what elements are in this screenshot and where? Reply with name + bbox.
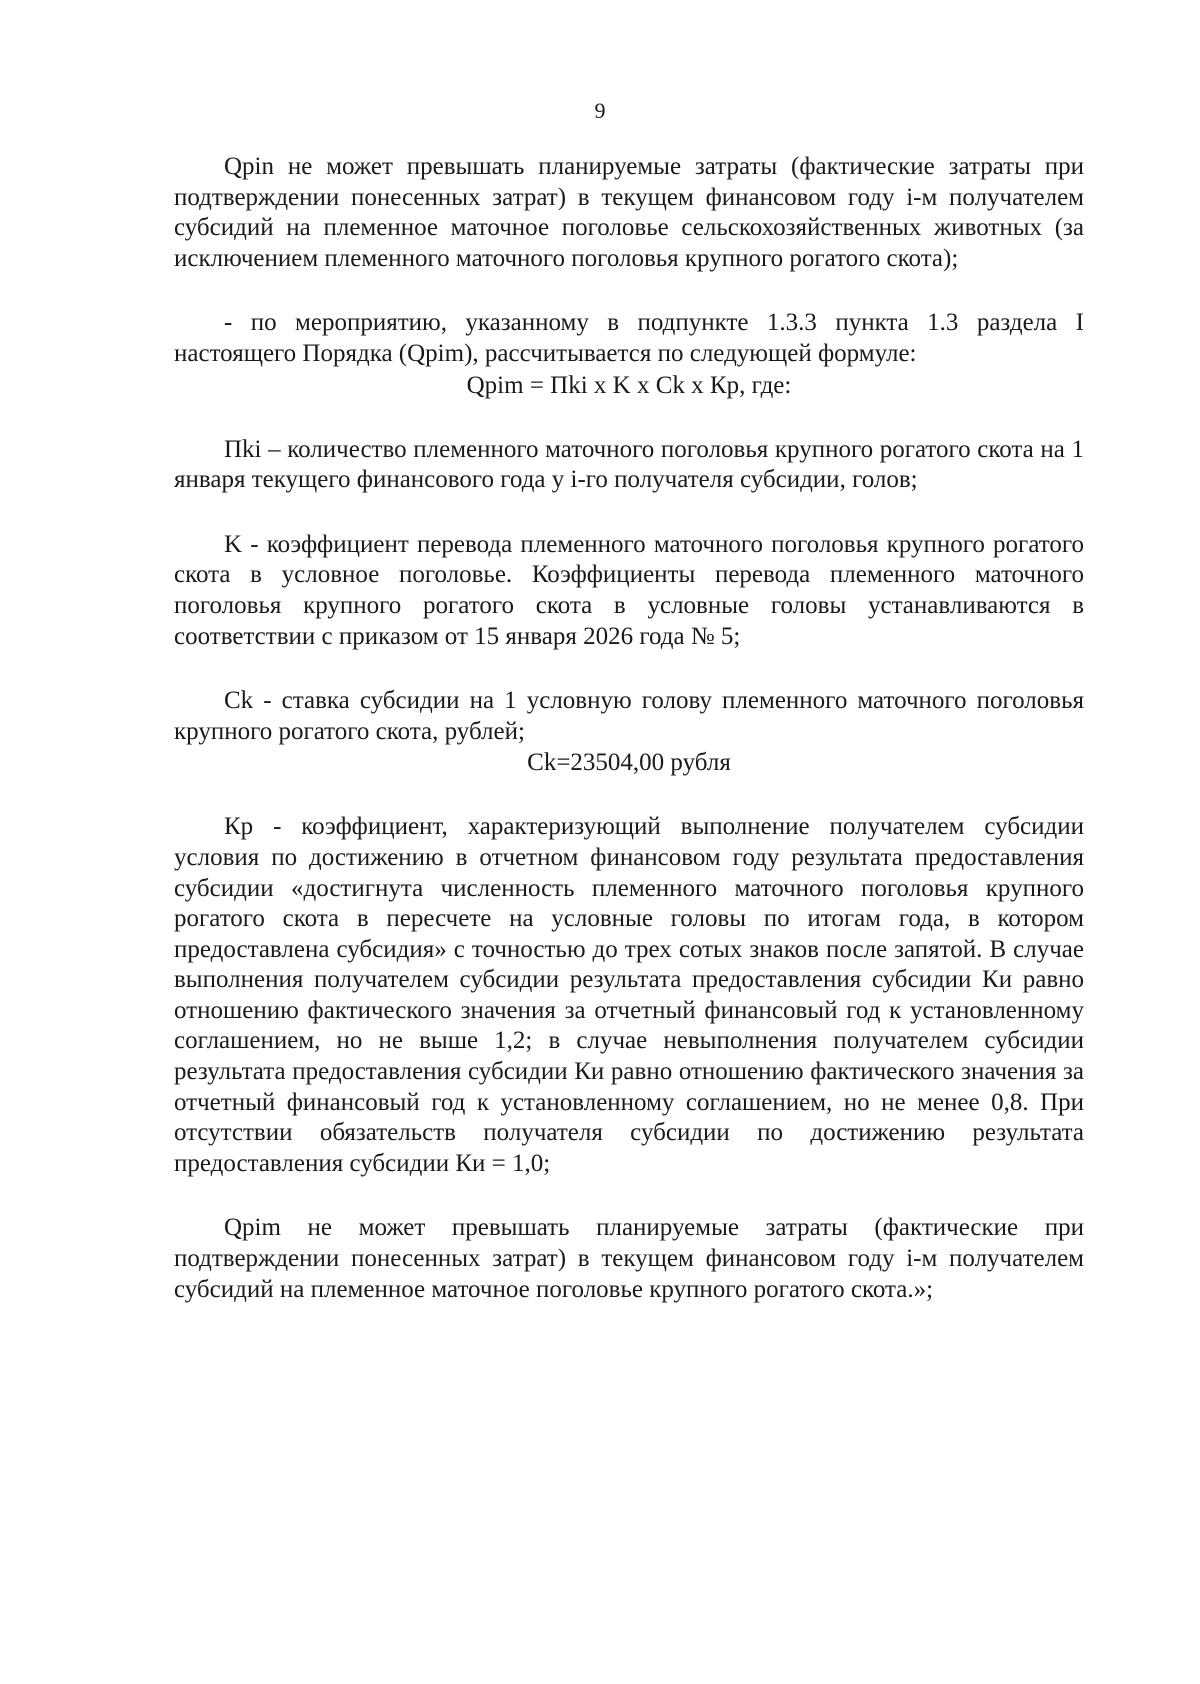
formula-ck-value: Ck=23504,00 рубля bbox=[527, 749, 731, 777]
formula-qpim: Qpim = Пki x K x Ck x Кр, где: bbox=[466, 371, 792, 399]
document-body bbox=[174, 152, 1084, 1305]
paragraph-qpim-limit: Qpim не может превышать планируемые затраты (фактические при подтверждении понесенных затрат) в текущем финансовом году i-м получателем субсидий на племенное маточное поголовье крупного рогатого скота.»; bbox=[174, 1214, 1084, 1303]
paragraph-pki-definition: Пki – количество племенного маточного поголовья крупного рогатого скота на 1 января текущего финансового года у i-го получателя субсидии, голов; bbox=[174, 435, 1084, 494]
paragraph-k-definition: K - коэффициент перевода племенного маточного поголовья крупного рогатого скота в условное поголовье. Коэффициенты перевода племенного маточного поголовья крупного рогатого скота в условные головы устанавливаются в соответствии с приказом от 15 января 2026 года № 5; bbox=[174, 530, 1084, 650]
paragraph-qpin-limit: Qpin не может превышать планируемые затраты (фактические затраты при подтверждении понесенных затрат) в текущем финансовом году i-м получателем субсидий на племенное маточное поголовье сельскохозяйственных животных (за исключением племенного маточного поголовья крупного рогатого скота); bbox=[174, 153, 1084, 272]
paragraph-qpim-intro: - по мероприятию, указанному в подпункте 1.3.3 пункта 1.3 раздела I настоящего Порядка (Qpim), рассчитывается по следующей формуле: bbox=[174, 309, 1084, 367]
paragraph-ck-definition: Ck - ставка субсидии на 1 условную голову племенного маточного поголовья крупного рогатого скота, рублей; bbox=[174, 687, 1084, 745]
page-number: 9 bbox=[594, 98, 606, 123]
paragraph-kp-definition: Кр - коэффициент, характеризующий выполнение получателем субсидии условия по достижению в отчетном финансовом году результата предоставления субсидии «достигнута численность племенного маточного поголовья крупного рогатого скота в пересчете на условные головы по итогам года, в котором предоставлена субсидия» с точностью до трех сотых знаков после запятой. В случае выполнения получателем субсидии результата предоставления субсидии Ки равно отношению фактического значения за отчетный финансовый год к установленному соглашением, но не выше 1,2; в случае невыполнения получателем субсидии результата предоставления субсидии Ки равно отношению фактического значения за отчетный финансовый год к установленному соглашением, но не менее 0,8. При отсутствии обязательств получателя субсидии по достижению результата предоставления субсидии Ки = 1,0; bbox=[174, 813, 1084, 1177]
